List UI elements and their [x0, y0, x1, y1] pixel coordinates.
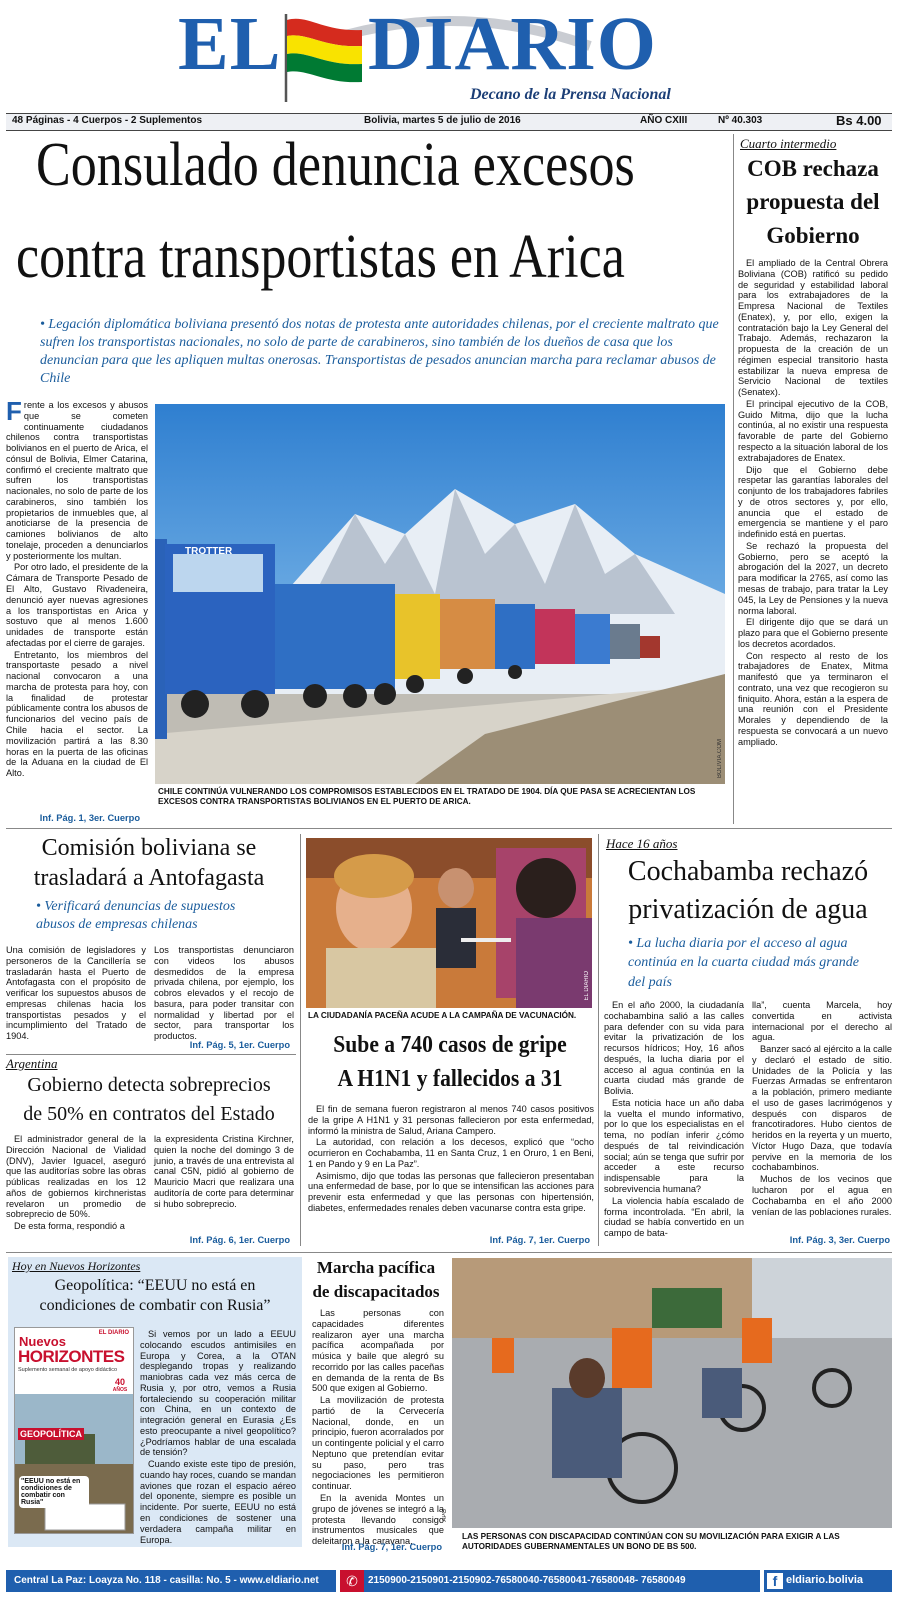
bolivian-flag-icon	[278, 10, 370, 102]
column-divider	[300, 834, 301, 1246]
horizontes-headline-line2: condiciones de combatir con Rusia”	[39, 1297, 271, 1314]
cover-image	[15, 1394, 133, 1533]
comision-ref: Inf. Pág. 5, 1er. Cuerpo	[189, 1040, 290, 1050]
cob-headline: COB rechaza propuesta del Gobierno	[746, 156, 880, 248]
argentina-col1: El administrador general de la Dirección Nacional de Vialidad (DNV), Javier Iguacel, aseguró que las auditorías sobre las obras públicas realizadas en los 12 años de gobiernos kirchneristas revelaron un promedio de sobreprecio de 50%. De esta forma, respondió a	[6, 1134, 146, 1232]
lead-paragraph: Por otro lado, el presidente de la Cámara de Transporte Pesado de El Alto, Gustavo Rivadeneira, denunció ayer nuevas agresiones a los transportistas en Arica y sostuvo que al menos 1.600 unidades de transporte están afectadas por el cierre de garajes.	[6, 562, 148, 648]
cob-paragraph: El dirigente dijo que se dará un plazo para que el Gobierno presente los decretos acordados.	[738, 617, 888, 649]
issue-number: Nº 40.303	[718, 115, 763, 126]
cochabamba-subhead: • La lucha diaria por el acceso al agua continúa en la cuarta ciudad más grande del país	[628, 936, 859, 990]
cob-paragraph: El principal ejecutivo de la COB, Guido Mitma, dijo que la lucha continúa, al no existir una respuesta favorable de parte del Gobierno respecto a la situación laboral de los extrabajadores de Enatex.	[738, 398, 888, 463]
marcha-headline-line2: de discapacitados	[312, 1282, 440, 1301]
cob-paragraph: Se rechazó la propuesta del Gobierno, pero se aceptó la abrogación del la 2027, un decreto para modificar la 2765, así como las mesas de trabajo, para tratar la Ley 045, la Ley de Pensiones y la nueva norma laboral.	[738, 540, 888, 616]
cover-section-label: GEOPOLÍTICA	[20, 1429, 83, 1439]
marcha-caption: LAS PERSONAS CON DISCAPACIDAD CONTINÚAN CON SU MOVILIZACIÓN PARA EXIGIR A LAS AUTORIDADES GUBERNAMENTALES UN BONO DE BS 500.	[462, 1532, 840, 1551]
march-photo	[442, 1258, 892, 1528]
cover-bubble: "EEUU no está en condiciones de combatir con Rusia"	[19, 1476, 89, 1508]
lead-paragraph: Entretanto, los miembros del transportaste pesado a nivel nacional convocaron a una marcha de protesta para hoy, con la finalidad de protestar públicamente contra los abusos de funcionarios del vecino país de Chile hacia el sector. La movilización partirá a las 8.30 horas en la puerta de las oficinas de la Aduana en la ciudad de El Alto.	[6, 649, 148, 779]
footer-address: Central La Paz: Loayza No. 118 - casilla: No. 5 - www.eldiario.net	[14, 1575, 319, 1586]
cob-paragraph: El ampliado de la Central Obrera Boliviana (COB) ratificó su pedido de seguridad y estabilidad laboral para los extrabajadores de la Empresa Nacional de Textiles (Enatex), y, por ello, exigen la contratación bajo la Ley General del Trabajo. Además, rechazaron la propuesta de la creación de un régimen especial transitorio hasta estabilizar la nueva empresa de Servicio Nacional de textiles (Senatex).	[738, 258, 888, 398]
horizontes-body: Si vemos por un lado a EEUU colocando escudos antimisiles en Europa y Corea, a la OTAN desplegando tropas y realizando maniobras cada vez más cerca de Rusia y, por otro, vemos a Rusia fortaleciendo su cooperación militar con China, en un contexto de integración general en Eurasia ¿Es esto preocupante a nivel geopolítico? ¿Podríamos hablar de una escalada de tensión? Cuando existe este tipo de presión, cuando hay roces, cuando se mandan aviones que rozan el espacio aéreo del oponente, siempre es posible un incidente. Por suerte, EEUU no está en condiciones de sostener una verdadera campaña militar en Europa.	[140, 1329, 296, 1545]
issue-price: Bs 4.00	[836, 113, 882, 128]
page-count: 48 Páginas - 4 Cuerpos - 2 Suplementos	[12, 115, 203, 126]
cob-paragraph: Con respecto al resto de los trabajadores de Enatex, Mitma manifestó que ya terminaron el contrato, una vez que recogieron su finiquito. Ahora, están a la espera de una reunión con el Presidente Morales y dependiendo de la respuesta se convocará a un nuevo ampliado.	[738, 650, 888, 747]
cochabamba-col1: En el año 2000, la ciudadanía cochabambina salió a las calles para defender con su vida para evitar la privatización de los recursos hídricos; Hoy, 16 años después, la lucha diaria por el acceso al agua continúa en la cuarta ciudad más grande de Bolivia. Esta noticia hace un año daba la vuelta el mundo informativo, por lo que los especialistas en el tema, no podían inferir ¿cómo después de tal reivindicación social; aún se tenga que sufrir por acceder a este recurso indispensable para la sobrevivencia humana? La violencia había escalado de forma incontrolada. “En abril, la ciudad se había convertido en un campo de bata-	[604, 1000, 744, 1239]
cochabamba-headline-line1: Cochabamba rechazó	[627, 856, 869, 887]
marcha-headline-line1: Marcha pacífica	[316, 1258, 436, 1277]
cover-anniversary: 40 AÑOS	[112, 1377, 128, 1393]
facebook-handle[interactable]: eldiario.bolivia	[786, 1574, 864, 1586]
comision-headline-line1: Comisión boliviana se	[41, 835, 257, 861]
cover-subtitle: Suplemento semanal de apoyo didáctico	[18, 1367, 118, 1373]
cob-body	[738, 258, 888, 748]
cochabamba-ref: Inf. Pág. 3, 3er. Cuerpo	[789, 1235, 890, 1245]
facebook-icon: f	[767, 1573, 783, 1589]
masthead-slogan: Decano de la Prensa Nacional	[470, 86, 671, 103]
horizontes-box	[8, 1257, 302, 1547]
footer-bar	[0, 1568, 899, 1596]
section-divider	[6, 828, 892, 829]
argentina-headline-line1: Gobierno detecta sobreprecios	[27, 1074, 271, 1096]
footer-address-band	[6, 1570, 336, 1592]
footer-facebook-band[interactable]	[764, 1570, 892, 1592]
lead-body: Frente a los excesos y abusos que se cometen continuamente ciudadanos chilenos contra transportistas bolivianos en el puerto de Arica, el cónsul de Bolivia, Elmer Catarina, confirmó el creciente maltrato que sufren los transportistas nacionales, no solo de parte de los carabineros, sino también los propietarios de inmuebles que, al anoticiarse de la presencia de camiones bolivianos de alto tonelaje, proceden a denunciarlos y posteriormente los multan. Por otro lado, el presidente de la Cámara de Transporte Pesado de El Alto, Gustavo Rivadeneira, denunció ayer nuevas agresiones a los transportistas en Arica y sostuvo que al menos 1.600 unidades de transporte están afectadas por el cierre de garajes. Entretanto, los miembros del transportaste pesado a nivel nacional convocaron a una marcha de protesta para hoy, con la finalidad de protestar públicamente contra los abusos de funcionarios del vecino país de Chile hacia el sector. La movilización partirá a las 8.30 horas en la puerta de las oficinas de la Aduana en la ciudad de El Alto.	[6, 396, 148, 779]
comision-subhead: • Verificará denuncias de supuestos abusos de empresas chilenas	[36, 899, 236, 933]
gripe-headline-line1: Sube a 740 casos de gripe	[333, 1032, 567, 1058]
horizontes-headline-line1: Geopolítica: “EEUU no está en	[54, 1277, 256, 1294]
issue-date: Bolivia, martes 5 de julio de 2016	[364, 115, 521, 126]
lead-headline-line2: contra transportistas en Arica	[16, 223, 625, 291]
cob-kicker: Cuarto intermedio	[740, 136, 837, 151]
photo-credit: APG	[442, 1509, 448, 1522]
gripe-headline-line2: A H1N1 y fallecidos a 31	[337, 1066, 563, 1092]
gripe-caption: LA CIUDADANÍA PACEÑA ACUDE A LA CAMPAÑA DE VACUNACIÓN.	[308, 1011, 577, 1020]
cochabamba-col2: lla”, cuenta Marcela, hoy convertida en activista internacional por el derecho al agua. Banzer sacó al ejército a la calle y declaró el estado de sitio. Unidades de la Policía y las Fuerzas Armadas se enfrentaron a la población, primero mediante el uso de gases lacrimógenos y después con disparos de francotiradores. Hubo cientos de heridos en la reyerta y un muerto, Víctor Hugo Daza, que todavía pervive en la memoria de los cochabambinos. Muchos de los vecinos que lucharon por el agua en Cochabamba en el año 2000 venían de las poblaciones rurales.	[752, 1000, 892, 1217]
argentina-col2: la expresidenta Cristina Kirchner, quien la noche del domingo 3 de junio, a través de una entrevista al canal C5N, pidió al gobierno de Mauricio Macri que realizara una auditoría de corte para determinar si hubo sobreprecio.	[154, 1134, 294, 1209]
truck-brand: TROTTER	[185, 546, 233, 557]
phone-icon: ✆	[340, 1570, 364, 1592]
gripe-ref: Inf. Pág. 7, 1er. Cuerpo	[489, 1235, 590, 1245]
cochabamba-kicker: Hace 16 años	[606, 836, 678, 851]
argentina-kicker: Argentina	[6, 1056, 58, 1071]
cob-paragraph: Dijo que el Gobierno debe respetar las garantías laborales del conjunto de los trabajadores fabriles y de otros sectores y, por ello, anuncia que el estado de emergencia se mantiene y el paro indefinido está en puertas.	[738, 464, 888, 540]
lead-headline-line1: Consulado denuncia excesos	[36, 131, 635, 199]
masthead-el: EL	[178, 2, 282, 86]
comision-col1: Una comisión de legisladores y personeros de la Cancillería se trasladarán hasta el Puerto de Antofagasta con el propósito de verificar los supuestos abusos de empresas chilenas hacia los transportistas pesados y el incumplimiento del Tratado de 1904.	[6, 945, 146, 1042]
lead-subhead: • Legación diplomática boliviana presentó dos notas de protesta ante autoridades chilenas, por el creciente maltrato que sufren los transportistas nacionales, no solo de parte de carabineros, sino también de los dueños de casa que los denuncian para que les apliquen multas onerosas. Transportistas de pesados anuncian marcha para reclamar abusos de Chile	[40, 317, 719, 386]
cochabamba-headline-line2: privatización de agua	[628, 894, 868, 925]
info-bar	[6, 113, 892, 131]
footer-phone-band	[340, 1570, 760, 1592]
supplement-cover	[14, 1327, 134, 1534]
comision-col2: Los transportistas denunciaron con videos los abusos desmedidos de la empresa privada chilena, por ejemplo, los cobros elevados y el recojo de basura, para poder transitar con normalidad y libertad por el sector, para transportar los productos.	[154, 945, 294, 1042]
comision-headline-line2: trasladará a Antofagasta	[33, 865, 265, 891]
masthead	[0, 0, 899, 112]
cover-nuevos: Nuevos	[19, 1334, 66, 1349]
photo-credit: BOLIVIA.COM	[717, 738, 723, 778]
section-divider	[6, 1252, 892, 1253]
trucks-photo	[155, 404, 725, 784]
issue-year: AÑO CXIII	[640, 115, 688, 126]
section-divider	[6, 1054, 296, 1055]
dropcap: F	[6, 396, 22, 426]
vaccination-photo	[306, 838, 592, 1008]
marcha-ref: Inf. Pág. 7, 1er. Cuerpo	[341, 1542, 442, 1552]
lead-caption: CHILE CONTINÚA VULNERANDO LOS COMPROMISOS ESTABLECIDOS EN EL TRATADO DE 1904. DÍA QUE PASA SE ACRECIENTAN LOS EXCESOS CONTRA TRANSPORTISTAS BOLIVIANOS EN EL PUERTO DE ARICA.	[158, 787, 696, 806]
column-divider	[733, 134, 734, 824]
column-divider	[598, 834, 599, 1246]
argentina-headline-line2: de 50% en contratos del Estado	[23, 1103, 275, 1125]
marcha-body: Las personas con capacidades diferentes realizaron ayer una marcha pacífica acompañada por música y baile que alegró su recorrido por las calles paceñas en demanda de la renta de Bs 500 que exigen al Gobierno. La movilización de protesta partió de la Cervecería Nacional, donde, en un principio, fueron acorralados por un contingente policial y el carro Neptuno que pretendían evitar su paso, pero tras negociaciones les permitieron continuar. En la avenida Montes un grupo de jóvenes se integró a la protesta llevando consigo instrumentos musicales que deleitaron a la caravana.	[312, 1308, 444, 1547]
cover-title: HORIZONTES	[18, 1347, 125, 1366]
gripe-body: El fin de semana fueron registraron al menos 740 casos positivos de la gripe A H1N1 y 31 personas fallecieron por esta enfermedad, informó la ministra de Salud, Ariana Campero. La autoridad, con relación a los decesos, explicó que “ocho ocurrieron en Cochabamba, 11 en Santa Cruz, 1 en Oruro, 1 en Beni, 1 en Pando y 9 en La Paz”. Asimismo, dijo que todas las personas que fallecieron presentaban una enfermedad de base, por lo que se intensifican las acciones para prevenir esta enfermedad y que las personas con hipertensión, diabetes, enfermedades renales deben vacunarse contra esta gripe.	[308, 1104, 594, 1213]
lead-ref: Inf. Pág. 1, 3er. Cuerpo	[39, 813, 140, 823]
horizontes-kicker: Hoy en Nuevos Horizontes	[12, 1259, 141, 1273]
argentina-ref: Inf. Pág. 6, 1er. Cuerpo	[189, 1235, 290, 1245]
masthead-diario: DIARIO	[368, 2, 657, 86]
cover-mini-brand: EL DIARIO	[98, 1330, 129, 1336]
footer-phones: 2150900-2150901-2150902-76580040-76580041-76580048- 76580049	[368, 1575, 686, 1586]
photo-credit: EL DIARIO	[584, 970, 590, 1000]
